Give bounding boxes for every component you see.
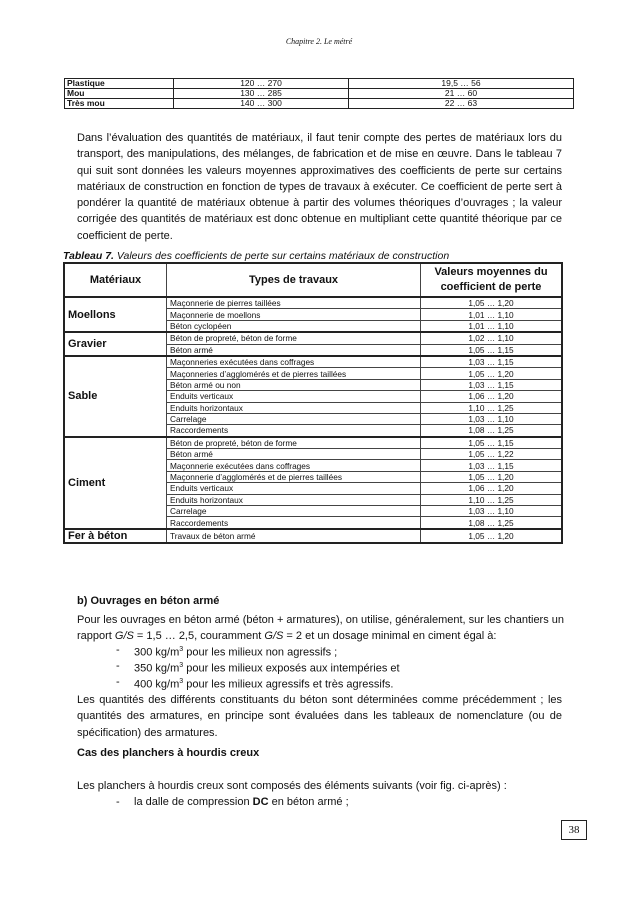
soil-cell-v1: 140 … 300 <box>174 99 349 109</box>
soil-cell-name: Mou <box>65 89 174 99</box>
header-values: Valeurs moyennes du coefficient de perte <box>421 263 563 297</box>
work-type-cell: Enduits verticaux <box>167 391 421 402</box>
section-b-paragraph-2: Les quantités des différents constituants du béton sont déterminées comme précédemment ; les quantités des armatures, en principe sont évaluées dans les tableaux de nomenclature (ou de spécification) des armatures. <box>77 694 562 739</box>
section-c-paragraph: Les planchers à hourdis creux sont composés des éléments suivants (voir fig. ci-après) : <box>77 780 507 792</box>
soil-row <box>65 79 574 89</box>
work-type-cell: Béton de propreté, béton de forme <box>167 332 421 344</box>
coefficient-cell: 1,05 … 1,20 <box>421 297 563 309</box>
dosage-value: 400 kg/m <box>134 678 180 691</box>
coefficient-cell: 1,03 … 1,15 <box>421 460 563 471</box>
coefficient-cell: 1,05 … 1,15 <box>421 344 563 356</box>
coefficient-cell: 1,03 … 1,10 <box>421 413 563 424</box>
coefficient-cell: 1,10 … 1,25 <box>421 402 563 413</box>
section-b-heading: b) Ouvrages en béton armé <box>77 595 220 607</box>
material-cell: Fer à béton <box>64 529 167 543</box>
caption-text: Valeurs des coefficients de perte sur certains matériaux de construction <box>113 250 450 262</box>
intro-paragraph: Dans l’évaluation des quantités de matériaux, il faut tenir compte des pertes de matériaux lors du transport, des manipulations, des mélanges, de fabrication et de mise en œuvre. Dans le tableau 7 qui suit sont données les valeurs moyennes approximatives des coefficients de perte sur certains matériaux de construction en fonction de types de travaux à exécuter. Ce coefficient de perte sert à pondérer la quantité de matériaux obtenue à partir des volumes théoriques d’ouvrages ; la valeur corrigée des quantités de matériaux est donc obtenue en multipliant cette quantité théorique par ce coefficient de perte. <box>77 132 562 242</box>
soil-table <box>64 78 574 109</box>
section-b-line1: Pour les ouvrages en béton armé (béton + armatures), on utilise, généralement, sur les chantiers un <box>77 614 565 626</box>
unit-exponent: 3 <box>179 662 184 669</box>
gs-ratio-2: G/S <box>264 630 284 642</box>
work-type-cell: Béton armé <box>167 449 421 460</box>
section-c-bullet <box>134 794 349 810</box>
dosage-bullet-dash: - <box>116 644 120 656</box>
work-type-cell: Enduits horizontaux <box>167 402 421 413</box>
work-type-cell: Maçonnerie de pierres taillées <box>167 297 421 309</box>
coefficient-cell: 1,08 … 1,25 <box>421 425 563 437</box>
caption-label: Tableau 7. <box>63 250 114 262</box>
dosage-bullet-dash: - <box>116 676 120 688</box>
line2-part-b: = 1,5 … 2,5, couramment <box>133 630 265 642</box>
coefficient-cell: 1,05 … 1,15 <box>421 437 563 449</box>
coefficient-cell: 1,05 … 1,20 <box>421 529 563 543</box>
table-row <box>64 529 562 543</box>
work-type-cell: Béton cyclopéen <box>167 320 421 332</box>
header-works: Types de travaux <box>167 263 421 297</box>
coefficient-cell: 1,03 … 1,15 <box>421 356 563 368</box>
page-number: 38 <box>561 820 587 840</box>
coefficient-cell: 1,06 … 1,20 <box>421 391 563 402</box>
coefficient-cell: 1,10 … 1,25 <box>421 494 563 505</box>
work-type-cell: Maçonnerie de moellons <box>167 309 421 320</box>
soil-cell-v2: 22 … 63 <box>349 99 574 109</box>
material-cell: Ciment <box>64 437 167 529</box>
table-row <box>64 356 562 368</box>
soil-cell-v1: 120 … 270 <box>174 79 349 89</box>
coefficient-cell: 1,05 … 1,20 <box>421 368 563 379</box>
coefficient-cell: 1,05 … 1,20 <box>421 471 563 482</box>
soil-cell-v2: 21 … 60 <box>349 89 574 99</box>
chapter-header: Chapitre 2. Le métré <box>285 37 353 46</box>
work-type-cell: Travaux de béton armé <box>167 529 421 543</box>
soil-row <box>65 99 574 109</box>
work-type-cell: Raccordements <box>167 425 421 437</box>
coefficient-cell: 1,06 … 1,20 <box>421 483 563 494</box>
work-type-cell: Carrelage <box>167 413 421 424</box>
dosage-bullet-dash: - <box>116 660 120 672</box>
work-type-cell: Béton armé ou non <box>167 379 421 390</box>
coefficient-cell: 1,08 … 1,25 <box>421 517 563 529</box>
work-type-cell: Enduits horizontaux <box>167 494 421 505</box>
dosage-description: pour les milieux non agressifs ; <box>183 646 338 659</box>
dosage-description: pour les milieux exposés aux intempéries et <box>183 662 400 675</box>
soil-cell-v1: 130 … 285 <box>174 89 349 99</box>
section-c-heading: Cas des planchers à hourdis creux <box>77 747 260 759</box>
work-type-cell: Béton armé <box>167 344 421 356</box>
line2-part-a: rapport <box>77 630 115 642</box>
bullet-dc: DC <box>252 796 269 808</box>
coefficient-cell: 1,03 … 1,10 <box>421 506 563 517</box>
soil-cell-name: Plastique <box>65 79 174 89</box>
loss-coefficient-table <box>63 262 563 544</box>
line2-part-c: = 2 et un dosage minimal en ciment égal à: <box>283 630 497 642</box>
table-row <box>64 297 562 309</box>
dosage-value: 350 kg/m <box>134 662 180 675</box>
unit-exponent: 3 <box>179 646 184 653</box>
dosage-description: pour les milieux agressifs et très agressifs. <box>183 678 394 691</box>
work-type-cell: Maçonneries d’agglomérés et de pierres taillées <box>167 368 421 379</box>
work-type-cell: Raccordements <box>167 517 421 529</box>
bullet-part-a: la dalle de compression <box>134 796 253 808</box>
gs-ratio-1: G/S <box>114 630 134 642</box>
table-caption <box>63 250 449 262</box>
table-row <box>64 437 562 449</box>
coefficient-cell: 1,05 … 1,22 <box>421 449 563 460</box>
coefficient-cell: 1,01 … 1,10 <box>421 320 563 332</box>
table-row <box>64 332 562 344</box>
unit-exponent: 3 <box>179 678 184 685</box>
work-type-cell: Béton de propreté, béton de forme <box>167 437 421 449</box>
work-type-cell: Enduits verticaux <box>167 483 421 494</box>
section-c-bullet-dash: - <box>116 796 120 808</box>
work-type-cell: Maçonnerie d’agglomérés et de pierres taillées <box>167 471 421 482</box>
header-materials: Matériaux <box>64 263 167 297</box>
soil-cell-v2: 19,5 … 56 <box>349 79 574 89</box>
coefficient-cell: 1,01 … 1,10 <box>421 309 563 320</box>
material-cell: Gravier <box>64 332 167 356</box>
soil-cell-name: Très mou <box>65 99 174 109</box>
work-type-cell: Maçonneries exécutées dans coffrages <box>167 356 421 368</box>
coefficient-cell: 1,03 … 1,15 <box>421 379 563 390</box>
bullet-part-c: en béton armé ; <box>268 796 349 808</box>
dosage-value: 300 kg/m <box>134 646 180 659</box>
material-cell: Moellons <box>64 297 167 332</box>
material-cell: Sable <box>64 356 167 437</box>
work-type-cell: Maçonnerie exécutées dans coffrages <box>167 460 421 471</box>
work-type-cell: Carrelage <box>167 506 421 517</box>
dosage-item <box>134 674 393 693</box>
soil-row <box>65 89 574 99</box>
coefficient-cell: 1,02 … 1,10 <box>421 332 563 344</box>
